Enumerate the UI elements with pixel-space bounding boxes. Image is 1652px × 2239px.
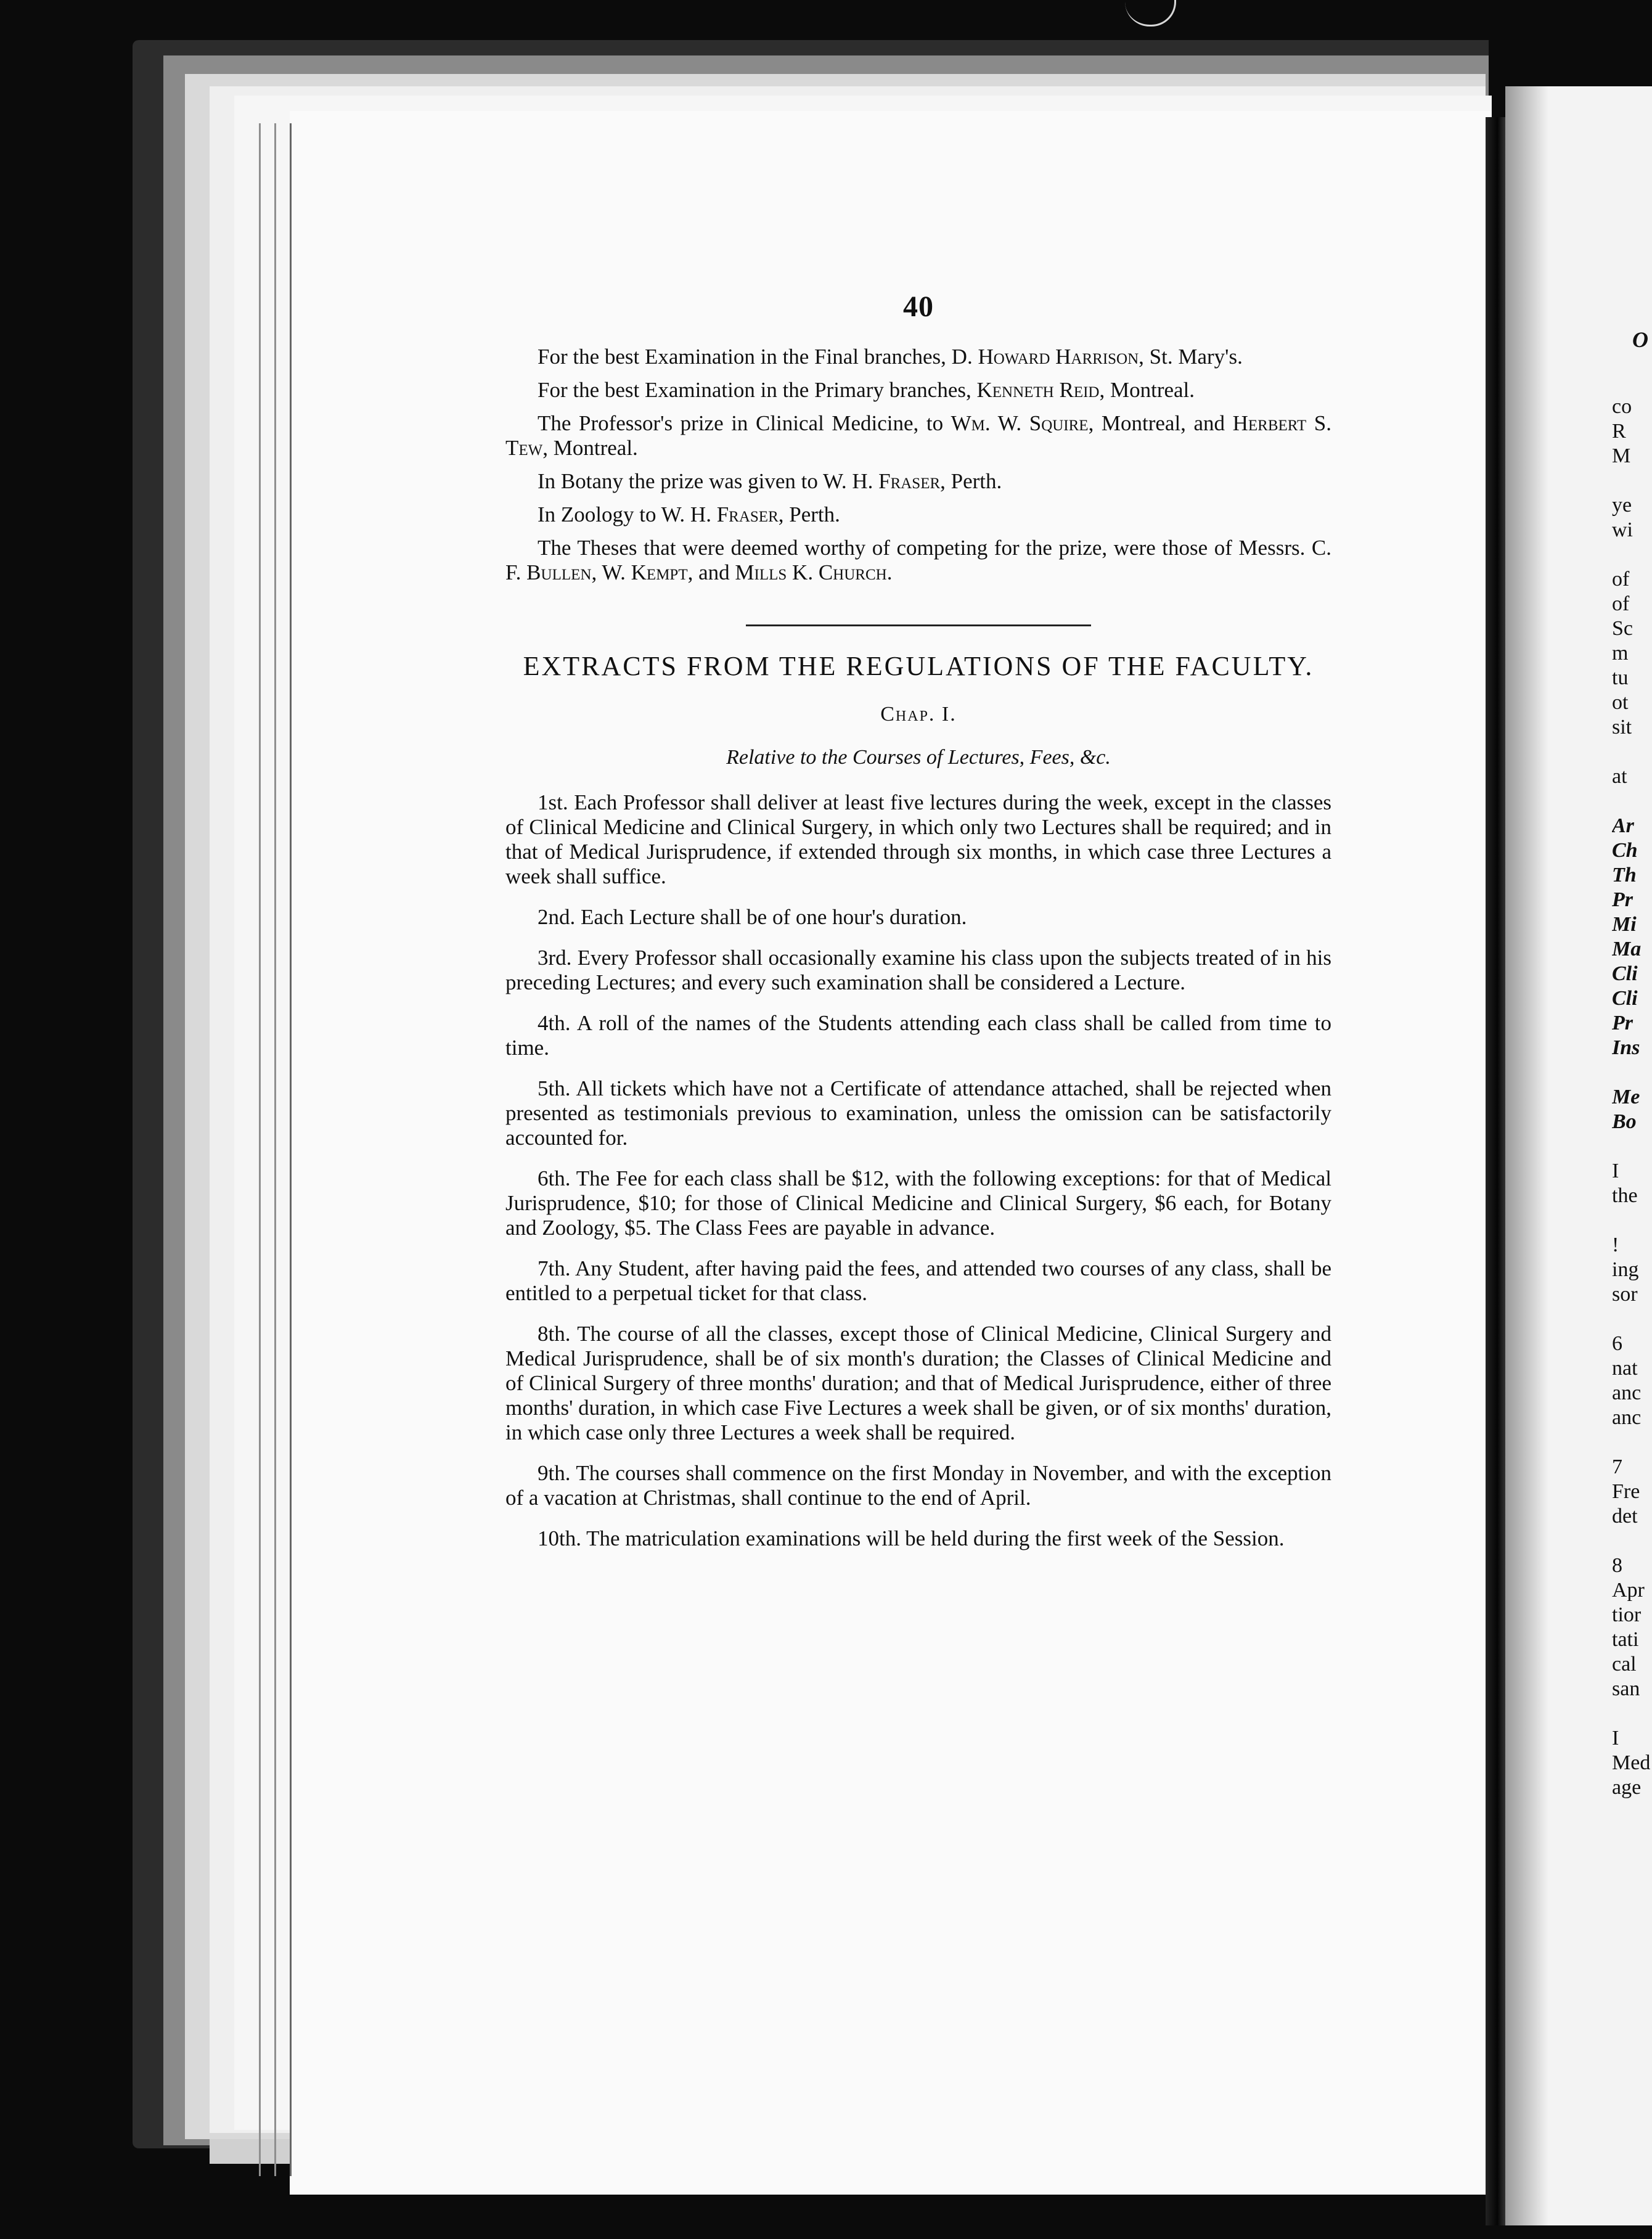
page-curl-mark — [1125, 0, 1176, 27]
right-page-top-fragment: O — [1632, 327, 1648, 352]
right-page-fragment: cal — [1612, 1653, 1637, 1676]
page-edge-line — [274, 123, 276, 2176]
right-page-fragment: of — [1612, 592, 1630, 615]
right-page-shadow — [1505, 86, 1548, 2225]
right-page-fragment: sor — [1612, 1283, 1638, 1306]
right-page-fragment-group — [1612, 1553, 1652, 1701]
right-page-fragment: Apr — [1612, 1579, 1645, 1602]
right-page-fragment: 6 — [1612, 1332, 1622, 1355]
right-page-fragment: ing — [1612, 1258, 1639, 1281]
right-page-fragment: I — [1612, 1160, 1619, 1182]
right-page-fragment: m — [1612, 642, 1629, 665]
right-page-fragment: ! — [1612, 1234, 1619, 1256]
chapter-subheading: Relative to the Courses of Lectures, Fees, &c. — [726, 746, 1111, 769]
right-page-fragment: tior — [1612, 1603, 1642, 1626]
right-page-fragment: of — [1612, 568, 1630, 591]
regulation-item: 7th. Any Student, after having paid the fees, and attended two courses of any class, shall be entitled to a perpetual ticket for that class. — [505, 1256, 1331, 1305]
right-page-fragment: Ins — [1612, 1036, 1640, 1059]
right-page-fragment-group — [1612, 1726, 1652, 1800]
right-page-fragment: Pr — [1612, 888, 1633, 911]
right-page-fragment: at — [1612, 765, 1627, 788]
right-page-fragment: anc — [1612, 1381, 1642, 1404]
right-page-text-fragments — [1612, 395, 1652, 1825]
page-text-block — [505, 290, 1331, 1567]
right-page-fragment: Cli — [1612, 962, 1638, 985]
right-page-fragment-group — [1612, 1332, 1652, 1430]
page-edge-line — [259, 123, 261, 2176]
regulation-item: 9th. The courses shall commence on the first Monday in November, and with the exception of a vacation at Christmas, shall continue to the end of April. — [505, 1461, 1331, 1510]
right-page-fragment: R — [1612, 420, 1626, 443]
right-page-fragment: Me — [1612, 1086, 1640, 1108]
right-page-fragment-group — [1612, 1455, 1652, 1529]
award-entry: In Zoology to W. H. Fraser, Perth. — [538, 502, 840, 526]
right-page-fragment: Ch — [1612, 839, 1638, 862]
award-entry: The Theses that were deemed worthy of competing for the prize, were those of Messrs. C. F. Bullen, W. Kempt, and Mills K. Church. — [505, 536, 1331, 584]
section-heading: EXTRACTS FROM THE REGULATIONS OF THE FACULTY. — [523, 651, 1314, 681]
right-page-fragment: wi — [1612, 518, 1633, 541]
section-divider — [746, 624, 1091, 626]
right-page-fragment: tu — [1612, 666, 1629, 689]
right-page-fragment: Pr — [1612, 1012, 1633, 1034]
right-page-fragment: ye — [1612, 494, 1632, 517]
award-entry: For the best Examination in the Final branches, D. Howard Harrison, St. Mary's. — [538, 345, 1243, 369]
regulation-item: 8th. The course of all the classes, except those of Clinical Medicine, Clinical Surgery and Medical Jurisprudence, shall be of six month's duration; the Classes of Clinical Medicine and of Clinical Surgery of three months' duration; and that of Medical Jurisprudence, either of three months' duration, in which case Five Lectures a week shall be given, or of six months' duration, in which case only three Lectures a week shall be required. — [505, 1322, 1331, 1444]
award-entry: For the best Examination in the Primary branches, Kenneth Reid, Montreal. — [538, 378, 1195, 402]
page-edge-line — [290, 123, 292, 2176]
right-page-fragment-group — [1612, 1085, 1652, 1134]
regulation-item: 2nd. Each Lecture shall be of one hour's duration. — [538, 905, 967, 929]
awards-list — [505, 345, 1331, 585]
right-page-fragment: I — [1612, 1727, 1619, 1750]
right-page-fragment: Bo — [1612, 1110, 1637, 1133]
chapter-label: Chap. I. — [880, 703, 957, 726]
right-page-fragment: Sc — [1612, 617, 1633, 640]
right-page-fragment: the — [1612, 1184, 1638, 1207]
right-page-fragment: sit — [1612, 716, 1632, 739]
right-page-fragment: anc — [1612, 1406, 1642, 1429]
right-page-fragment-group — [1612, 493, 1652, 542]
regulation-item: 4th. A roll of the names of the Students attending each class shall be called from time to time. — [505, 1011, 1331, 1060]
right-page-fragment: Ma — [1612, 938, 1642, 960]
right-page-fragment-group — [1612, 764, 1652, 789]
right-page-fragment-group — [1612, 395, 1652, 469]
regulation-item: 5th. All tickets which have not a Certificate of attendance attached, shall be rejected when presented as testimonials previous to examination, unless the omission can be satisfactorily accounted for. — [505, 1076, 1331, 1150]
right-page-fragment: nat — [1612, 1357, 1638, 1380]
right-page-fragment: Ar — [1612, 814, 1634, 837]
right-page-fragment: M — [1612, 444, 1631, 467]
right-page-fragment-group — [1612, 1159, 1652, 1208]
book-gutter — [1486, 117, 1505, 2225]
award-entry: In Botany the prize was given to W. H. Fraser, Perth. — [538, 469, 1002, 493]
right-page-fragment: co — [1612, 395, 1632, 418]
right-page-fragment: Fre — [1612, 1480, 1640, 1503]
right-page-fragment-group — [1612, 814, 1652, 1060]
award-entry: The Professor's prize in Clinical Medicine, to Wm. W. Squire, Montreal, and Herbert S. Tew, Montreal. — [505, 411, 1332, 460]
right-page-fragment: age — [1612, 1776, 1642, 1799]
regulation-item: 1st. Each Professor shall deliver at least five lectures during the week, except in the classes of Clinical Medicine and Clinical Surgery, in which only two Lectures shall be required; and in that of Medical Jurisprudence, if extended through six months, in which case three Lectures a week shall suffice. — [505, 790, 1331, 888]
right-page-fragment: det — [1612, 1505, 1638, 1528]
regulation-item: 10th. The matriculation examinations will be held during the first week of the Session. — [538, 1526, 1285, 1550]
right-page-fragment: Mi — [1612, 913, 1637, 936]
right-page-fragment: Cli — [1612, 987, 1638, 1010]
right-page-fragment: 8 — [1612, 1554, 1622, 1577]
right-page-fragment: ot — [1612, 691, 1629, 714]
right-page-fragment-group — [1612, 1233, 1652, 1307]
right-page-fragment: Th — [1612, 864, 1637, 886]
regulation-item: 3rd. Every Professor shall occasionally examine his class upon the subjects treated of in his preceding Lectures; and every such examination shall be considered a Lecture. — [505, 946, 1331, 994]
right-page-fragment: 7 — [1612, 1455, 1622, 1478]
right-page-fragment: tati — [1612, 1628, 1639, 1651]
right-page-fragment: Med — [1612, 1751, 1651, 1774]
right-page-fragment-group — [1612, 567, 1652, 740]
right-page-fragment: san — [1612, 1677, 1640, 1700]
regulation-item: 6th. The Fee for each class shall be $12, with the following exceptions: for that of Medical Jurisprudence, $10; for those of Clinical Medicine and Clinical Surgery, $6 each, for Botany and Zoology, $5. The Class Fees are payable in advance. — [505, 1166, 1331, 1240]
page-number: 40 — [903, 290, 934, 323]
regulations-list — [505, 790, 1331, 1551]
